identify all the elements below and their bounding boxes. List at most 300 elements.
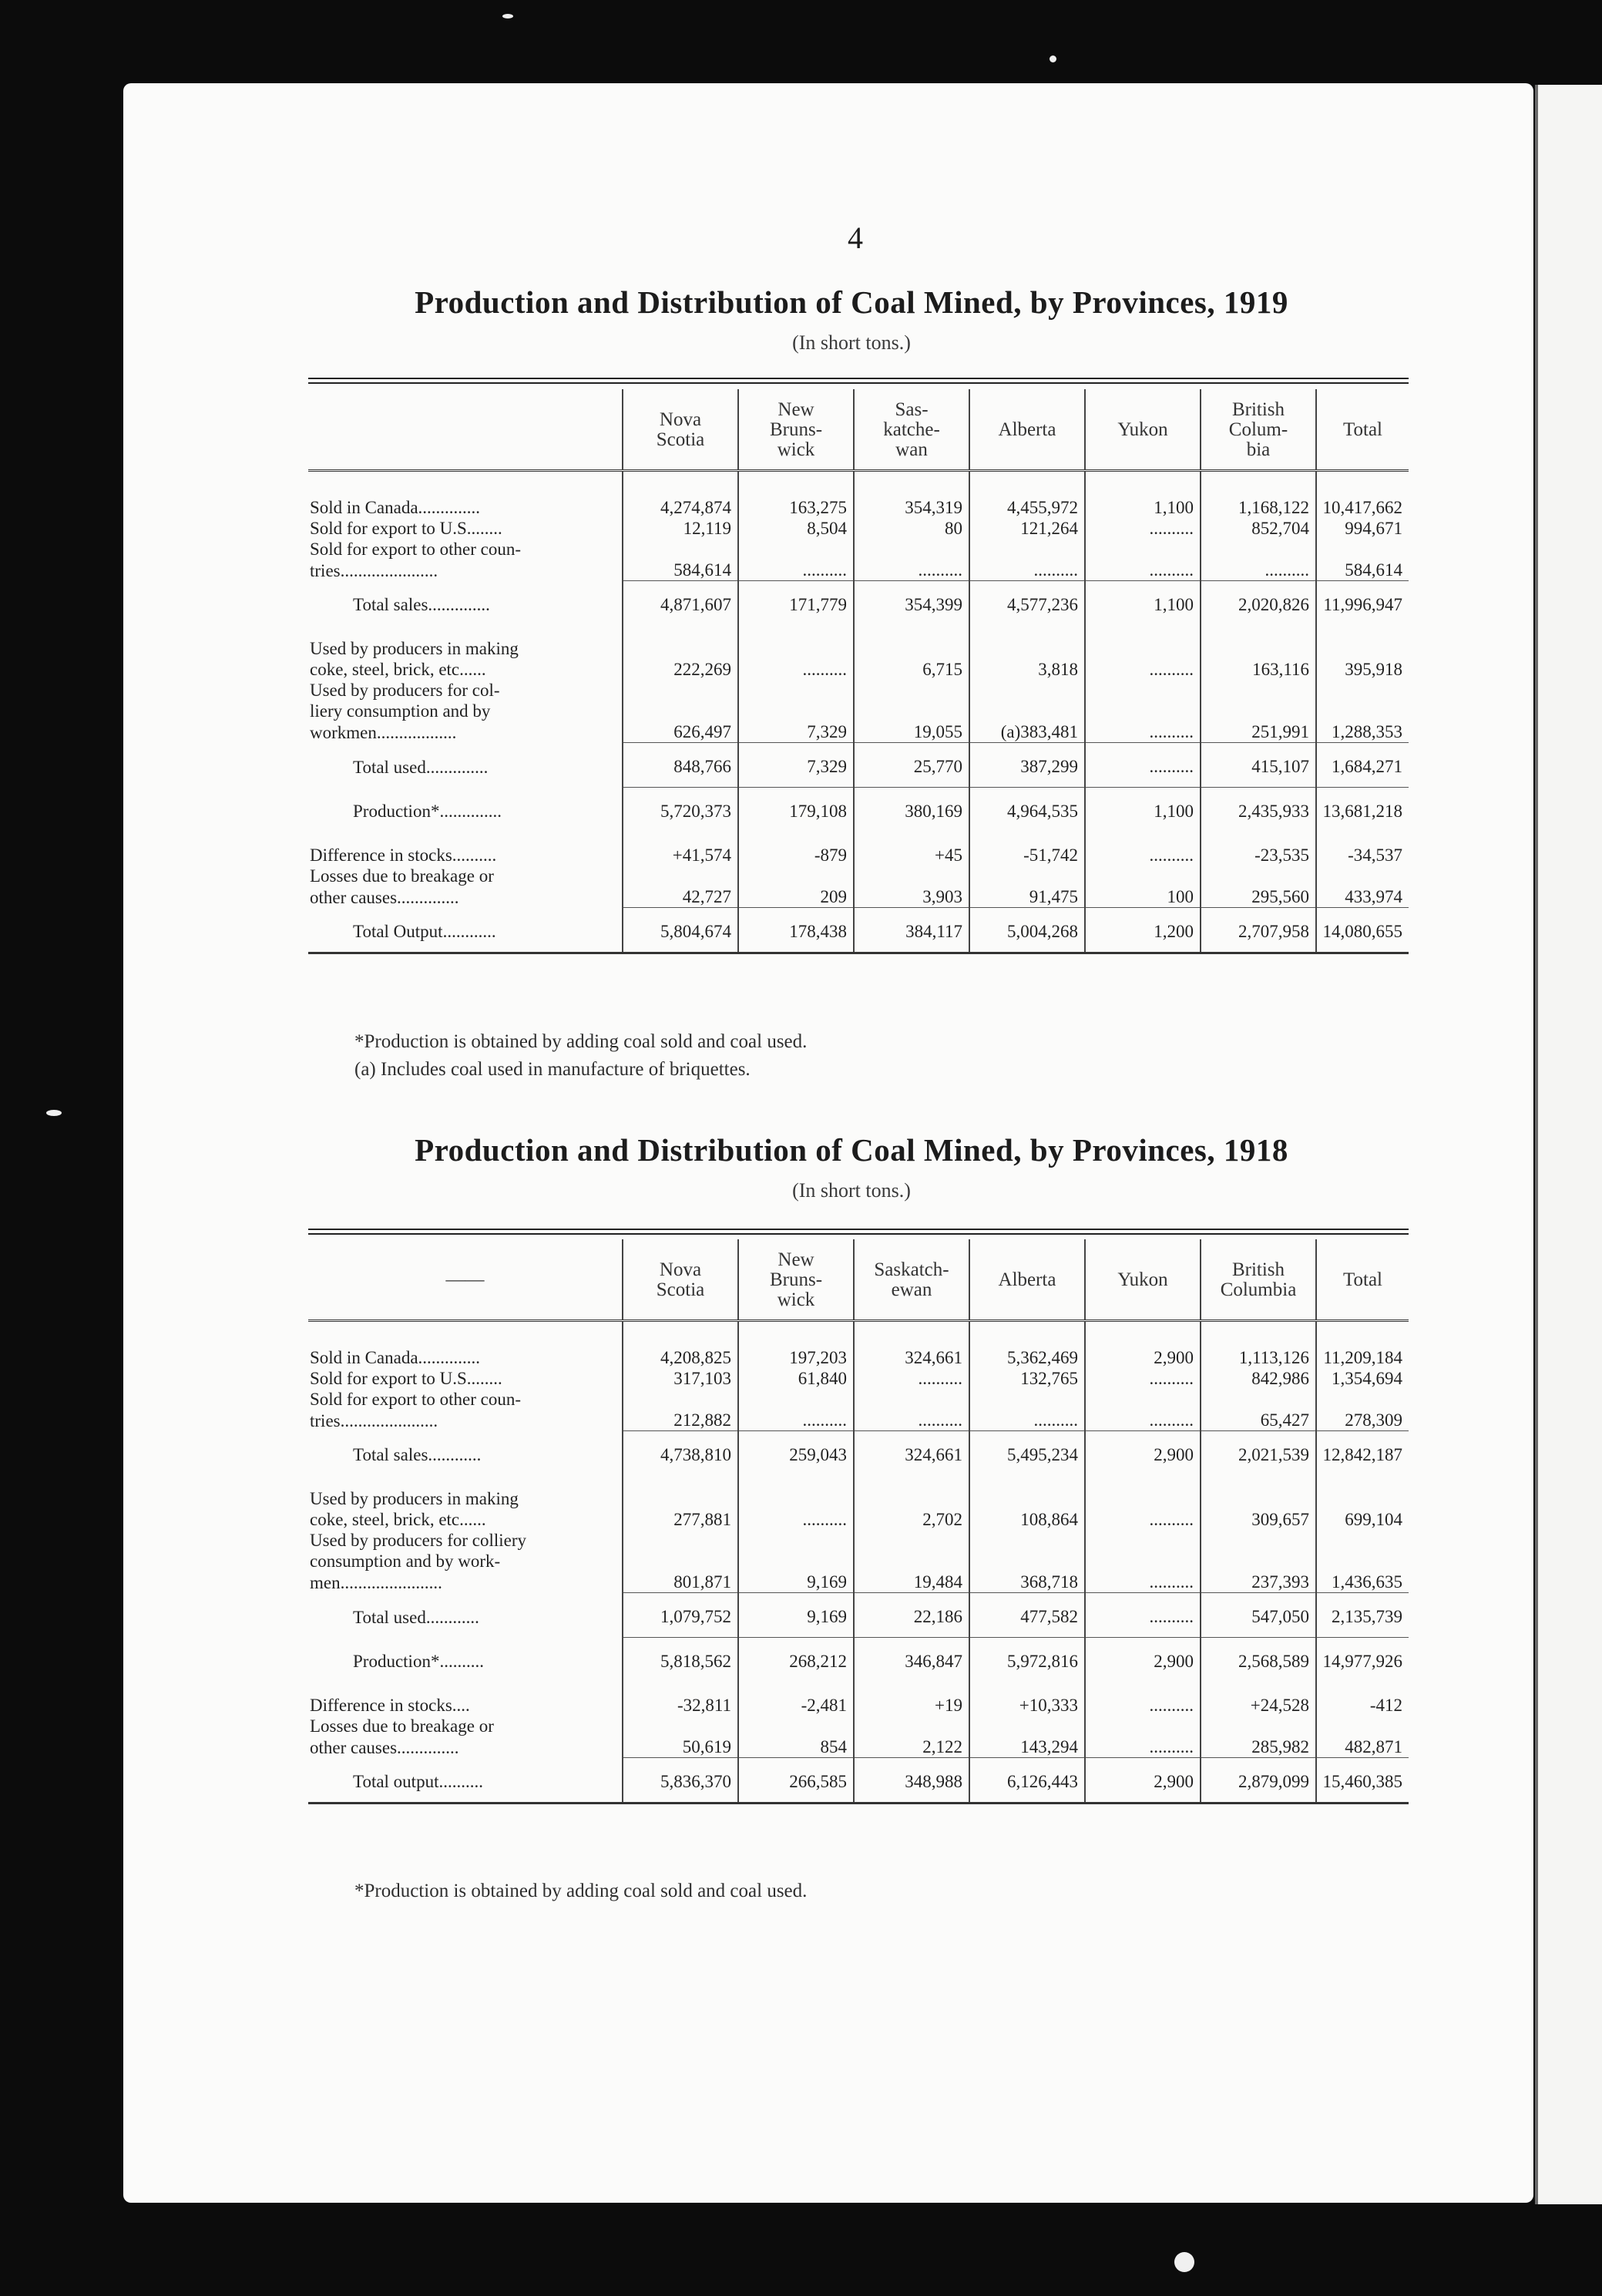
cell-value: .......... [738, 659, 854, 680]
cell-value: 2,020,826 [1201, 581, 1316, 626]
cell-value [854, 625, 969, 659]
cell-value: 842,986 [1201, 1368, 1316, 1389]
cell-value [1316, 625, 1409, 659]
header-stub [308, 389, 623, 471]
cell-value: -34,537 [1316, 832, 1409, 866]
row-label: coke, steel, brick, etc...... [310, 1510, 486, 1529]
cell-value [1201, 1551, 1316, 1572]
cell-value: 4,577,236 [969, 581, 1085, 626]
cell-value: 1,168,122 [1201, 471, 1316, 519]
cell-value [854, 1716, 969, 1736]
header-total: Total [1316, 389, 1409, 471]
header-alberta: Alberta [969, 1239, 1085, 1321]
row-label: Total sales.............. [353, 595, 490, 614]
table-row [308, 1593, 1409, 1638]
cell-value: -51,742 [969, 832, 1085, 866]
cell-value [623, 1475, 738, 1509]
table-row [308, 625, 1409, 659]
row-label: Total used.............. [353, 757, 489, 777]
page-gutter-shadow [1535, 85, 1538, 2204]
cell-value [969, 1530, 1085, 1551]
cell-value: 801,871 [623, 1572, 738, 1593]
cell-value: 163,116 [1201, 659, 1316, 680]
header-british-columbia: British Columbia [1201, 1239, 1316, 1321]
cell-value: 209 [738, 886, 854, 908]
row-label: workmen.................. [310, 722, 457, 742]
header-saskatchewan: Sas- katche- wan [854, 389, 969, 471]
cell-value: .......... [1085, 560, 1201, 581]
cell-value: 22,186 [854, 1593, 969, 1638]
cell-value: 2,568,589 [1201, 1638, 1316, 1683]
header-yukon: Yukon [1085, 389, 1201, 471]
cell-value: .......... [1085, 659, 1201, 680]
table-1918-title: Production and Distribution of Coal Mined, by Provinces, 1918 [415, 1132, 1288, 1168]
table-row [308, 539, 1409, 560]
table-row [308, 1736, 1409, 1758]
cell-value [738, 625, 854, 659]
cell-value [969, 625, 1085, 659]
cell-value: 368,718 [969, 1572, 1085, 1593]
cell-value: 584,614 [623, 560, 738, 581]
cell-value [1085, 701, 1201, 721]
cell-value [1316, 1551, 1409, 1572]
cell-value [623, 539, 738, 560]
cell-value: 222,269 [623, 659, 738, 680]
cell-value: .......... [1085, 743, 1201, 788]
table-row [308, 659, 1409, 680]
cell-value: 2,879,099 [1201, 1758, 1316, 1804]
cell-value: 11,996,947 [1316, 581, 1409, 626]
cell-value: 1,200 [1085, 908, 1201, 953]
cell-value [1201, 1475, 1316, 1509]
header-saskatchewan: Saskatch- ewan [854, 1239, 969, 1321]
cell-value: 251,991 [1201, 721, 1316, 743]
cell-value [1201, 625, 1316, 659]
cell-value: 25,770 [854, 743, 969, 788]
cell-value: .......... [738, 560, 854, 581]
cell-value [969, 539, 1085, 560]
cell-value: .......... [1085, 1368, 1201, 1389]
cell-value: 197,203 [738, 1321, 854, 1369]
row-label: Total sales............ [353, 1445, 482, 1464]
cell-value: 278,309 [1316, 1410, 1409, 1431]
cell-value [1316, 1475, 1409, 1509]
cell-value: 19,055 [854, 721, 969, 743]
cell-value: +45 [854, 832, 969, 866]
cell-value: 91,475 [969, 886, 1085, 908]
cell-value [1316, 680, 1409, 701]
adjacent-page-edge [1535, 85, 1602, 2204]
cell-value: 259,043 [738, 1431, 854, 1476]
table-row [308, 1682, 1409, 1716]
cell-value: 212,882 [623, 1410, 738, 1431]
cell-value: 5,972,816 [969, 1638, 1085, 1683]
cell-value: 1,288,353 [1316, 721, 1409, 743]
cell-value [738, 539, 854, 560]
cell-value [1316, 1530, 1409, 1551]
cell-value [623, 701, 738, 721]
cell-value: 1,684,271 [1316, 743, 1409, 788]
cell-value [854, 1551, 969, 1572]
table-row [308, 743, 1409, 788]
row-label: tries...................... [310, 560, 438, 580]
cell-value [1316, 1389, 1409, 1410]
cell-value [738, 701, 854, 721]
cell-value [738, 1716, 854, 1736]
cell-value: 2,707,958 [1201, 908, 1316, 953]
cell-value: 6,715 [854, 659, 969, 680]
cell-value [854, 701, 969, 721]
table-1918-subtitle: (In short tons.) [792, 1179, 911, 1202]
table-row [308, 1368, 1409, 1389]
cell-value: 5,804,674 [623, 908, 738, 953]
cell-value: 2,702 [854, 1509, 969, 1530]
cell-value: 346,847 [854, 1638, 969, 1683]
cell-value [1085, 1716, 1201, 1736]
table-row [308, 886, 1409, 908]
cell-value: (a)383,481 [969, 721, 1085, 743]
cell-value [854, 866, 969, 886]
table-row [308, 721, 1409, 743]
cell-value: 42,727 [623, 886, 738, 908]
cell-value: 237,393 [1201, 1572, 1316, 1593]
cell-value: 268,212 [738, 1638, 854, 1683]
header-alberta: Alberta [969, 389, 1085, 471]
cell-value: .......... [1085, 1682, 1201, 1716]
cell-value [623, 1530, 738, 1551]
row-label: Used by producers in making [310, 639, 519, 658]
cell-value: 285,982 [1201, 1736, 1316, 1758]
cell-value: 11,209,184 [1316, 1321, 1409, 1369]
cell-value: 132,765 [969, 1368, 1085, 1389]
cell-value: 2,900 [1085, 1431, 1201, 1476]
cell-value [854, 1389, 969, 1410]
cell-value: .......... [738, 1410, 854, 1431]
cell-value [1085, 1389, 1201, 1410]
cell-value: 852,704 [1201, 518, 1316, 539]
table-row [308, 1321, 1409, 1369]
row-label: Production*.......... [353, 1652, 484, 1671]
cell-value [1316, 1716, 1409, 1736]
table-1919-subtitle: (In short tons.) [792, 331, 911, 354]
cell-value [623, 625, 738, 659]
row-label: other causes.............. [310, 1737, 459, 1757]
table-row [308, 832, 1409, 866]
cell-value: .......... [854, 1368, 969, 1389]
cell-value: 9,169 [738, 1572, 854, 1593]
cell-value [738, 1530, 854, 1551]
cell-value: 387,299 [969, 743, 1085, 788]
cell-value [1085, 625, 1201, 659]
cell-value: 4,871,607 [623, 581, 738, 626]
cell-value [1201, 1389, 1316, 1410]
cell-value: 5,818,562 [623, 1638, 738, 1683]
cell-value: 854 [738, 1736, 854, 1758]
cell-value: +41,574 [623, 832, 738, 866]
cell-value [969, 1389, 1085, 1410]
cell-value [623, 680, 738, 701]
cell-value: 12,842,187 [1316, 1431, 1409, 1476]
table-1918 [308, 1239, 1409, 1804]
cell-value: 4,274,874 [623, 471, 738, 519]
cell-value: .......... [1085, 1572, 1201, 1593]
cell-value: 547,050 [1201, 1593, 1316, 1638]
header-yukon: Yukon [1085, 1239, 1201, 1321]
cell-value: 354,399 [854, 581, 969, 626]
cell-value [738, 1389, 854, 1410]
cell-value [1085, 1530, 1201, 1551]
cell-value: 348,988 [854, 1758, 969, 1804]
cell-value: 65,427 [1201, 1410, 1316, 1431]
cell-value [1201, 866, 1316, 886]
cell-value: 15,460,385 [1316, 1758, 1409, 1804]
table-row [308, 1572, 1409, 1593]
cell-value: 8,504 [738, 518, 854, 539]
table-row [308, 560, 1409, 581]
cell-value [1085, 1475, 1201, 1509]
cell-value: 121,264 [969, 518, 1085, 539]
row-label: Sold for export to U.S........ [310, 1369, 502, 1388]
cell-value [1316, 701, 1409, 721]
cell-value: 143,294 [969, 1736, 1085, 1758]
page-number: 4 [848, 220, 863, 255]
cell-value: 626,497 [623, 721, 738, 743]
header-nova-scotia: Nova Scotia [623, 1239, 738, 1321]
row-label: liery consumption and by [310, 701, 491, 721]
cell-value: 994,671 [1316, 518, 1409, 539]
table-row [308, 1638, 1409, 1683]
cell-value [854, 1475, 969, 1509]
cell-value [969, 701, 1085, 721]
cell-value: 277,881 [623, 1509, 738, 1530]
header-british-columbia: British Colum- bia [1201, 389, 1316, 471]
cell-value [623, 1551, 738, 1572]
cell-value: 19,484 [854, 1572, 969, 1593]
cell-value: 3,903 [854, 886, 969, 908]
table-row [308, 1716, 1409, 1736]
cell-value: 7,329 [738, 721, 854, 743]
row-label: coke, steel, brick, etc...... [310, 660, 486, 679]
cell-value: 100 [1085, 886, 1201, 908]
cell-value [969, 866, 1085, 886]
cell-value [1316, 866, 1409, 886]
table-row [308, 581, 1409, 626]
cell-value [738, 1551, 854, 1572]
header-new-brunswick: New Bruns- wick [738, 1239, 854, 1321]
row-label: Total output.......... [308, 1758, 623, 1804]
cell-value: 295,560 [1201, 886, 1316, 908]
cell-value [854, 539, 969, 560]
cell-value: 12,119 [623, 518, 738, 539]
cell-value [969, 1551, 1085, 1572]
cell-value [738, 680, 854, 701]
cell-value: 384,117 [854, 908, 969, 953]
cell-value: 163,275 [738, 471, 854, 519]
row-label: tries...................... [310, 1410, 438, 1430]
cell-value: 433,974 [1316, 886, 1409, 908]
cell-value: 13,681,218 [1316, 788, 1409, 832]
cell-value [1201, 701, 1316, 721]
table-row [308, 471, 1409, 519]
row-label: Sold in Canada.............. [310, 498, 481, 517]
table-row [308, 866, 1409, 886]
cell-value: 6,126,443 [969, 1758, 1085, 1804]
cell-value: 4,455,972 [969, 471, 1085, 519]
cell-value: 4,208,825 [623, 1321, 738, 1369]
cell-value: 3,818 [969, 659, 1085, 680]
cell-value: 9,169 [738, 1593, 854, 1638]
cell-value [969, 1716, 1085, 1736]
row-label: other causes.............. [310, 887, 459, 907]
cell-value: 395,918 [1316, 659, 1409, 680]
cell-value: -2,481 [738, 1682, 854, 1716]
cell-value [854, 1530, 969, 1551]
cell-value: 848,766 [623, 743, 738, 788]
table-row [308, 518, 1409, 539]
cell-value [854, 680, 969, 701]
cell-value: 5,495,234 [969, 1431, 1085, 1476]
cell-value: 5,720,373 [623, 788, 738, 832]
cell-value [1085, 680, 1201, 701]
cell-value: 178,438 [738, 908, 854, 953]
cell-value: 2,122 [854, 1736, 969, 1758]
row-label: men....................... [310, 1572, 442, 1592]
cell-value [1201, 680, 1316, 701]
cell-value: 2,900 [1085, 1321, 1201, 1369]
scan-speck [1050, 55, 1056, 62]
row-label: Production*.............. [353, 802, 502, 821]
cell-value: .......... [1085, 1593, 1201, 1638]
scan-speck [502, 14, 513, 18]
cell-value: 14,080,655 [1316, 908, 1409, 953]
cell-value: +10,333 [969, 1682, 1085, 1716]
row-label: Losses due to breakage or [310, 1716, 494, 1736]
cell-value: 4,738,810 [623, 1431, 738, 1476]
cell-value: 2,435,933 [1201, 788, 1316, 832]
cell-value: +24,528 [1201, 1682, 1316, 1716]
cell-value [1085, 866, 1201, 886]
cell-value [969, 680, 1085, 701]
row-label: Used by producers in making [310, 1489, 519, 1508]
cell-value: 324,661 [854, 1321, 969, 1369]
cell-value [969, 1475, 1085, 1509]
row-label: Sold for export to U.S........ [310, 519, 502, 538]
scan-speck [1174, 2252, 1194, 2272]
row-label: Used by producers for col- [310, 681, 500, 700]
cell-value: 1,354,694 [1316, 1368, 1409, 1389]
table-1919 [308, 389, 1409, 954]
table-row [308, 1551, 1409, 1572]
cell-value: 324,661 [854, 1431, 969, 1476]
cell-value: 108,864 [969, 1509, 1085, 1530]
cell-value: 2,900 [1085, 1638, 1201, 1683]
cell-value: 179,108 [738, 788, 854, 832]
cell-value [1316, 539, 1409, 560]
cell-value [1085, 539, 1201, 560]
cell-value: .......... [1085, 832, 1201, 866]
cell-value [1201, 1716, 1316, 1736]
cell-value [623, 1389, 738, 1410]
scan-speck [46, 1110, 62, 1116]
cell-value: .......... [854, 1410, 969, 1431]
table-1918-top-rule [308, 1229, 1409, 1235]
table-row [308, 1475, 1409, 1509]
cell-value: 5,836,370 [623, 1758, 738, 1804]
cell-value: 354,319 [854, 471, 969, 519]
cell-value: 482,871 [1316, 1736, 1409, 1758]
cell-value: .......... [1085, 1736, 1201, 1758]
cell-value: .......... [969, 1410, 1085, 1431]
cell-value: .......... [969, 560, 1085, 581]
cell-value: 317,103 [623, 1368, 738, 1389]
table-header-row [308, 1239, 1409, 1321]
row-label: Sold for export to other coun- [310, 1390, 522, 1409]
header-nova-scotia: Nova Scotia [623, 389, 738, 471]
cell-value: -879 [738, 832, 854, 866]
cell-value: 61,840 [738, 1368, 854, 1389]
cell-value: 477,582 [969, 1593, 1085, 1638]
cell-value: 266,585 [738, 1758, 854, 1804]
cell-value: 1,113,126 [1201, 1321, 1316, 1369]
cell-value: 309,657 [1201, 1509, 1316, 1530]
cell-value: .......... [1201, 560, 1316, 581]
cell-value: 415,107 [1201, 743, 1316, 788]
cell-value: .......... [738, 1509, 854, 1530]
cell-value [1201, 539, 1316, 560]
cell-value: 14,977,926 [1316, 1638, 1409, 1683]
cell-value: .......... [1085, 518, 1201, 539]
cell-value [738, 1475, 854, 1509]
cell-value: .......... [1085, 721, 1201, 743]
cell-value: 2,135,739 [1316, 1593, 1409, 1638]
row-label: Losses due to breakage or [310, 866, 494, 886]
table-1918-note-production: *Production is obtained by adding coal sold and coal used. [354, 1881, 808, 1901]
header-stub: —— [308, 1239, 623, 1321]
table-1919-top-rule [308, 378, 1409, 384]
table-row [308, 1509, 1409, 1530]
cell-value: 2,900 [1085, 1758, 1201, 1804]
table-row [308, 680, 1409, 701]
table-row [308, 1410, 1409, 1431]
cell-value [1201, 1530, 1316, 1551]
row-label: Sold in Canada.............. [310, 1348, 481, 1367]
cell-value: -412 [1316, 1682, 1409, 1716]
cell-value: +19 [854, 1682, 969, 1716]
cell-value: 7,329 [738, 743, 854, 788]
row-label: Total Output............ [308, 908, 623, 953]
row-label: Difference in stocks.... [310, 1696, 470, 1715]
cell-value: -32,811 [623, 1682, 738, 1716]
cell-value: 1,100 [1085, 581, 1201, 626]
table-row [308, 908, 1409, 953]
cell-value: 171,779 [738, 581, 854, 626]
cell-value [623, 1716, 738, 1736]
table-1919-note-production: *Production is obtained by adding coal sold and coal used. [354, 1031, 808, 1052]
cell-value: 10,417,662 [1316, 471, 1409, 519]
cell-value: 50,619 [623, 1736, 738, 1758]
cell-value: .......... [1085, 1509, 1201, 1530]
table-row [308, 1758, 1409, 1804]
cell-value: 4,964,535 [969, 788, 1085, 832]
cell-value: 2,021,539 [1201, 1431, 1316, 1476]
cell-value [1085, 1551, 1201, 1572]
cell-value: 80 [854, 518, 969, 539]
cell-value: 380,169 [854, 788, 969, 832]
row-label: Used by producers for colliery [310, 1531, 527, 1550]
table-1919-title: Production and Distribution of Coal Mined, by Provinces, 1919 [415, 284, 1288, 320]
header-total: Total [1316, 1239, 1409, 1321]
cell-value: 584,614 [1316, 560, 1409, 581]
